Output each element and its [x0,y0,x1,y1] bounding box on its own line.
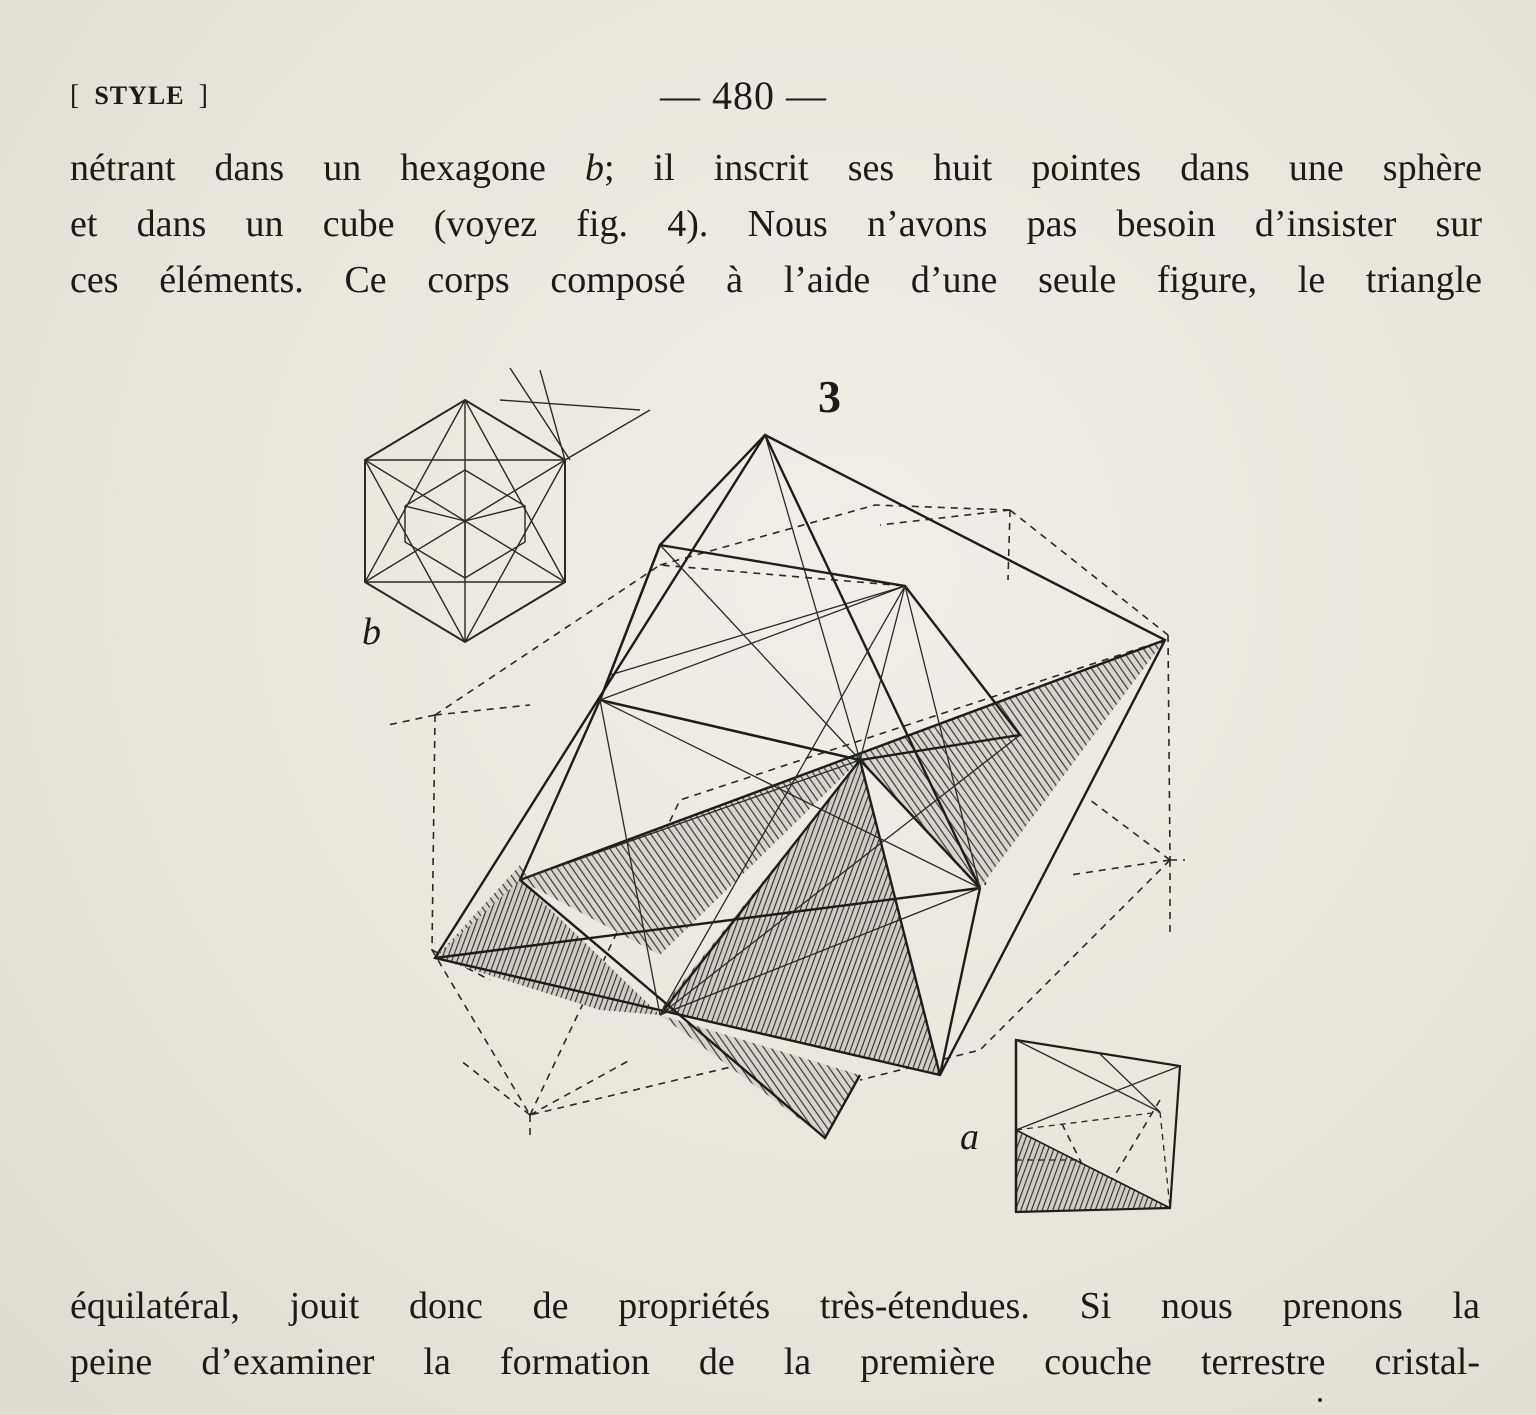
ink-speck [1318,1398,1322,1402]
figure-label-b: b [362,611,381,653]
geometric-illustration [340,360,1200,1230]
figure-label-a: a [960,1116,979,1158]
figure-star-tetrahedron [340,360,1200,1230]
cube-figure-a [1016,1040,1180,1212]
text-line: équilatéral, jouit donc de propriétés très-étendues. Si nous prenons la [70,1285,1480,1327]
paragraph-top [70,140,1482,308]
section-title [70,80,209,112]
text-line: ces éléments. Ce corps composé à l’aide d’une seule figure, le triangle [70,259,1482,301]
text-line: peine d’examiner la formation de la première couche terrestre cristal- [70,1341,1480,1383]
text-line: et dans un cube (voyez fig. 4). Nous n’avons pas besoin d’insister sur [70,203,1482,245]
running-head [0,72,1536,132]
bracket-open: [ [70,80,81,111]
hexagon-figure-b [365,368,650,642]
bracket-close: ] [198,80,209,111]
figure-number: 3 [818,371,841,422]
section-name: STYLE [94,81,185,110]
shaded-faces [435,640,1165,1138]
paragraph-bottom [70,1278,1480,1390]
text-line: nétrant dans un hexagone b; il inscrit ses huit pointes dans une sphère [70,147,1482,189]
page-number: — 480 — [660,73,827,118]
